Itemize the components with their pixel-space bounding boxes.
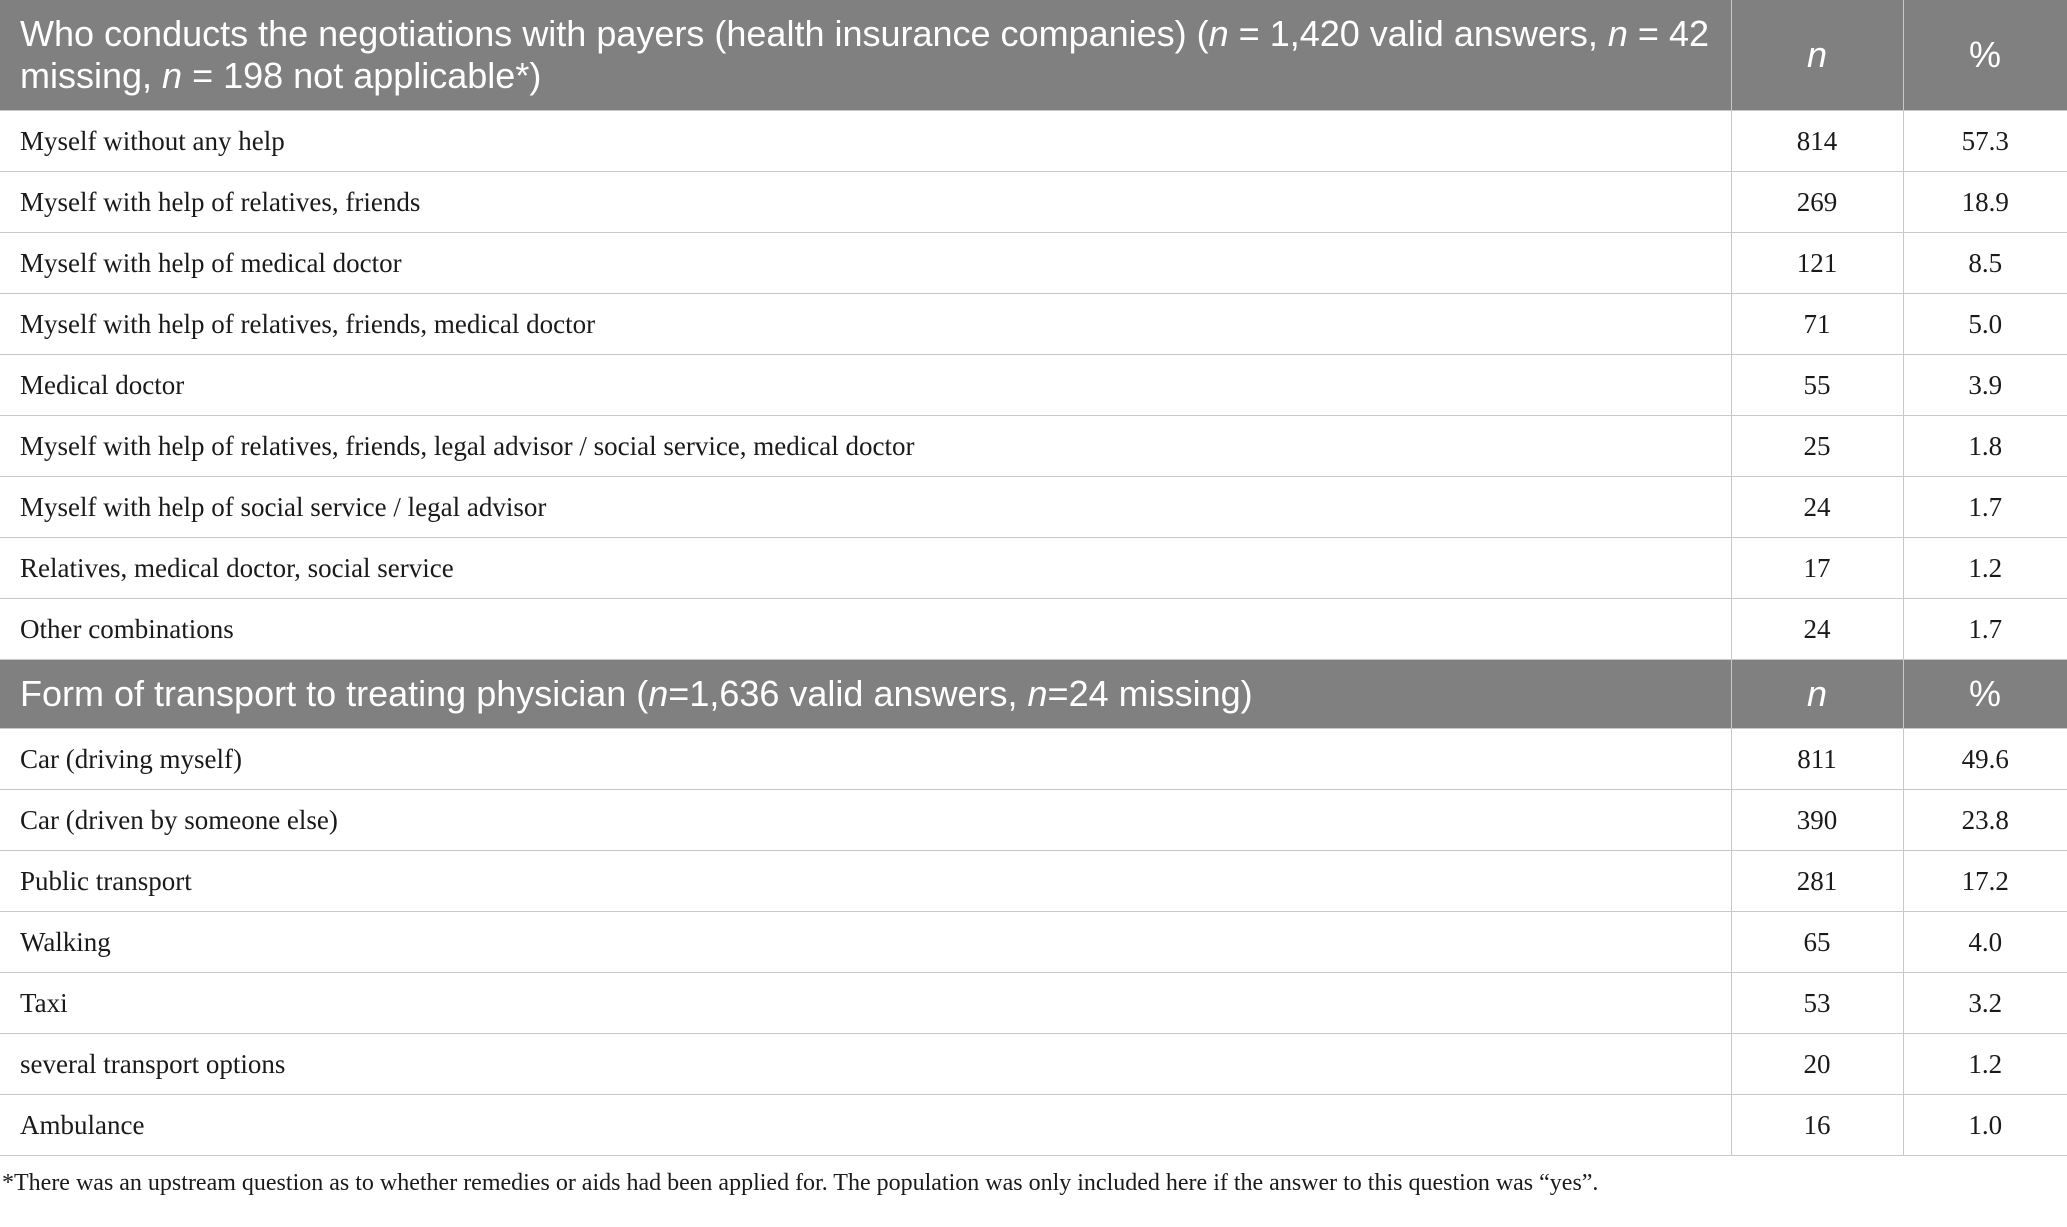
table-footnote: *There was an upstream question as to whether remedies or aids had been applied for. The population was only included here if the answer to this question was “yes”. xyxy=(2,1170,1599,1196)
row-n: 55 xyxy=(1731,355,1903,416)
table-row xyxy=(0,1095,2067,1156)
row-label: several transport options xyxy=(0,1034,1731,1095)
table-row xyxy=(0,912,2067,973)
section1-col-pct-header: % xyxy=(1903,0,2067,111)
table-row xyxy=(0,790,2067,851)
section1-header-row xyxy=(0,0,2067,111)
row-label: Myself with help of relatives, friends xyxy=(0,172,1731,233)
row-pct: 1.2 xyxy=(1903,1034,2067,1095)
section2-col-pct-header: % xyxy=(1903,660,2067,729)
row-n: 281 xyxy=(1731,851,1903,912)
row-pct: 1.8 xyxy=(1903,416,2067,477)
table-row xyxy=(0,851,2067,912)
row-n: 20 xyxy=(1731,1034,1903,1095)
row-label: Relatives, medical doctor, social service xyxy=(0,538,1731,599)
row-label: Car (driving myself) xyxy=(0,729,1731,790)
row-label: Public transport xyxy=(0,851,1731,912)
row-n: 121 xyxy=(1731,233,1903,294)
row-pct: 8.5 xyxy=(1903,233,2067,294)
section1-col-n-header: n xyxy=(1731,0,1903,111)
row-pct: 1.0 xyxy=(1903,1095,2067,1156)
row-pct: 1.2 xyxy=(1903,538,2067,599)
row-pct: 3.9 xyxy=(1903,355,2067,416)
row-pct: 57.3 xyxy=(1903,111,2067,172)
row-n: 53 xyxy=(1731,973,1903,1034)
row-label: Car (driven by someone else) xyxy=(0,790,1731,851)
row-n: 814 xyxy=(1731,111,1903,172)
row-n: 811 xyxy=(1731,729,1903,790)
row-label: Myself with help of relatives, friends, legal advisor / social service, medical doctor xyxy=(0,416,1731,477)
row-n: 24 xyxy=(1731,477,1903,538)
row-pct: 5.0 xyxy=(1903,294,2067,355)
row-n: 17 xyxy=(1731,538,1903,599)
section1-title: Who conducts the negotiations with payers (health insurance companies) (n = 1,420 valid answers, n = 42 missing, n = 198 not applicable*) xyxy=(0,0,1731,111)
row-pct: 3.2 xyxy=(1903,973,2067,1034)
table-row xyxy=(0,973,2067,1034)
row-n: 25 xyxy=(1731,416,1903,477)
row-pct: 17.2 xyxy=(1903,851,2067,912)
table-row xyxy=(0,416,2067,477)
table-row xyxy=(0,538,2067,599)
section2-col-n-header: n xyxy=(1731,660,1903,729)
row-n: 390 xyxy=(1731,790,1903,851)
row-label: Other combinations xyxy=(0,599,1731,660)
section2-title: Form of transport to treating physician (n=1,636 valid answers, n=24 missing) xyxy=(0,660,1731,729)
row-label: Ambulance xyxy=(0,1095,1731,1156)
section2-header-row xyxy=(0,660,2067,729)
row-pct: 1.7 xyxy=(1903,599,2067,660)
row-n: 71 xyxy=(1731,294,1903,355)
table-row xyxy=(0,477,2067,538)
table-row xyxy=(0,729,2067,790)
row-pct: 18.9 xyxy=(1903,172,2067,233)
row-n: 16 xyxy=(1731,1095,1903,1156)
row-pct: 23.8 xyxy=(1903,790,2067,851)
row-label: Myself with help of relatives, friends, medical doctor xyxy=(0,294,1731,355)
row-n: 65 xyxy=(1731,912,1903,973)
table-row xyxy=(0,233,2067,294)
table-row xyxy=(0,294,2067,355)
table-row xyxy=(0,172,2067,233)
table-row xyxy=(0,111,2067,172)
table-row xyxy=(0,599,2067,660)
row-label: Taxi xyxy=(0,973,1731,1034)
row-label: Medical doctor xyxy=(0,355,1731,416)
table-row xyxy=(0,1034,2067,1095)
row-pct: 1.7 xyxy=(1903,477,2067,538)
row-label: Myself without any help xyxy=(0,111,1731,172)
row-pct: 4.0 xyxy=(1903,912,2067,973)
row-label: Myself with help of medical doctor xyxy=(0,233,1731,294)
row-n: 24 xyxy=(1731,599,1903,660)
row-label: Myself with help of social service / legal advisor xyxy=(0,477,1731,538)
row-pct: 49.6 xyxy=(1903,729,2067,790)
row-label: Walking xyxy=(0,912,1731,973)
table-row xyxy=(0,355,2067,416)
row-n: 269 xyxy=(1731,172,1903,233)
